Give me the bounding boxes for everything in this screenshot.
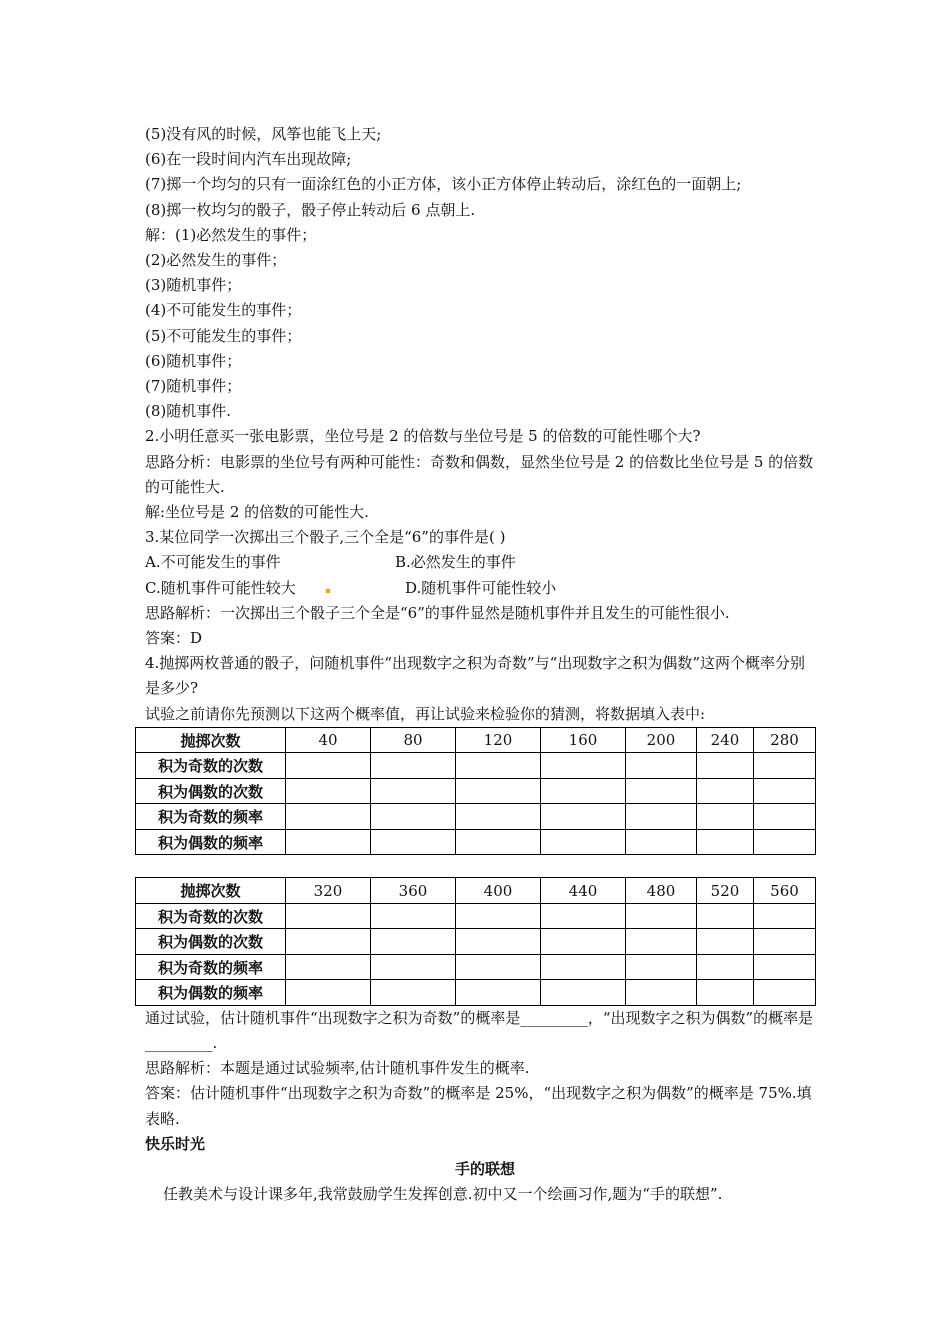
q3-option-c: C.随机事件可能性较大 bbox=[145, 578, 296, 597]
q3-options-row-2 bbox=[145, 576, 825, 601]
text-line: (8)掷一枚均匀的骰子，骰子停止转动后 6 点朝上. bbox=[145, 200, 476, 219]
q3-analysis: 思路解析：一次掷出三个骰子三个全是“6”的事件显然是随机事件并且发生的可能性很小. bbox=[145, 603, 730, 622]
text-line: (7)随机事件； bbox=[145, 377, 242, 396]
empty-cell[interactable] bbox=[754, 804, 816, 830]
empty-cell[interactable] bbox=[754, 929, 816, 955]
empty-cell[interactable] bbox=[456, 829, 541, 855]
q3-answer: 答案：D bbox=[145, 629, 203, 648]
text-line: (4)不可能发生的事件； bbox=[145, 301, 302, 320]
empty-cell[interactable] bbox=[626, 778, 697, 804]
empty-cell[interactable] bbox=[697, 829, 754, 855]
empty-cell[interactable] bbox=[754, 954, 816, 980]
empty-cell[interactable] bbox=[697, 980, 754, 1006]
header-cell: 抛掷次数 bbox=[136, 878, 286, 904]
empty-cell[interactable] bbox=[541, 829, 626, 855]
text-line: (6)随机事件； bbox=[145, 351, 242, 370]
empty-cell[interactable] bbox=[371, 829, 456, 855]
empty-cell[interactable] bbox=[754, 980, 816, 1006]
empty-cell[interactable] bbox=[626, 804, 697, 830]
empty-cell[interactable] bbox=[626, 954, 697, 980]
row-label: 积为偶数的次数 bbox=[136, 778, 286, 804]
table-row bbox=[136, 778, 816, 804]
row-label: 积为奇数的次数 bbox=[136, 903, 286, 929]
table-header-row bbox=[136, 878, 816, 904]
empty-cell[interactable] bbox=[286, 829, 371, 855]
empty-cell[interactable] bbox=[371, 753, 456, 779]
empty-cell[interactable] bbox=[371, 980, 456, 1006]
header-cell: 440 bbox=[541, 878, 626, 904]
story-title: 手的联想 bbox=[454, 1160, 515, 1179]
text-line: (5)没有风的时候，风筝也能飞上天; bbox=[145, 125, 382, 143]
empty-cell[interactable] bbox=[754, 829, 816, 855]
header-cell: 320 bbox=[286, 878, 371, 904]
empty-cell[interactable] bbox=[626, 753, 697, 779]
text-line: (8)随机事件. bbox=[145, 402, 232, 421]
text-line: (3)随机事件； bbox=[145, 276, 242, 295]
table-row bbox=[136, 954, 816, 980]
empty-cell[interactable] bbox=[456, 980, 541, 1006]
header-cell: 160 bbox=[541, 727, 626, 753]
q4-fill-in: 通过试验，估计随机事件“出现数字之积为奇数”的概率是_________，“出现数字之积为偶数”的概率是_________. bbox=[145, 1008, 814, 1053]
empty-cell[interactable] bbox=[286, 804, 371, 830]
empty-cell[interactable] bbox=[697, 903, 754, 929]
q3-option-a: A.不可能发生的事件 bbox=[145, 553, 281, 572]
header-cell: 280 bbox=[754, 727, 816, 753]
header-cell: 40 bbox=[286, 727, 371, 753]
empty-cell[interactable] bbox=[697, 954, 754, 980]
empty-cell[interactable] bbox=[371, 778, 456, 804]
empty-cell[interactable] bbox=[286, 954, 371, 980]
row-label: 积为偶数的次数 bbox=[136, 929, 286, 955]
empty-cell[interactable] bbox=[371, 804, 456, 830]
document-page bbox=[145, 122, 825, 1208]
header-cell: 520 bbox=[697, 878, 754, 904]
empty-cell[interactable] bbox=[371, 954, 456, 980]
empty-cell[interactable] bbox=[286, 980, 371, 1006]
table-row bbox=[136, 753, 816, 779]
table-header-row bbox=[136, 727, 816, 753]
q2-analysis: 思路分析：电影票的坐位号有两种可能性：奇数和偶数，显然坐位号是 2 的倍数比坐位号是 5 的倍数的可能性大. bbox=[145, 452, 814, 496]
empty-cell[interactable] bbox=[541, 778, 626, 804]
header-cell: 480 bbox=[626, 878, 697, 904]
data-table-2 bbox=[135, 877, 816, 1006]
empty-cell[interactable] bbox=[456, 778, 541, 804]
empty-cell[interactable] bbox=[286, 929, 371, 955]
header-cell: 120 bbox=[456, 727, 541, 753]
header-cell: 360 bbox=[371, 878, 456, 904]
empty-cell[interactable] bbox=[541, 954, 626, 980]
row-label: 积为奇数的次数 bbox=[136, 753, 286, 779]
text-line: 2.小明任意买一张电影票，坐位号是 2 的倍数与坐位号是 5 的倍数的可能性哪个大? bbox=[145, 427, 701, 446]
empty-cell[interactable] bbox=[541, 753, 626, 779]
empty-cell[interactable] bbox=[697, 804, 754, 830]
empty-cell[interactable] bbox=[456, 804, 541, 830]
q4-intro: 试验之前请你先预测以下这两个概率值，再让试验来检验你的猜测，将数据填入表中: bbox=[145, 704, 706, 723]
row-label: 积为偶数的频率 bbox=[136, 980, 286, 1006]
empty-cell[interactable] bbox=[286, 753, 371, 779]
table-row bbox=[136, 980, 816, 1006]
q4-answer: 答案：估计随机事件“出现数字之积为奇数”的概率是 25%，“出现数字之积为偶数”的概率是 75%.填表略. bbox=[145, 1084, 812, 1128]
highlight-mark bbox=[326, 589, 330, 593]
empty-cell[interactable] bbox=[626, 903, 697, 929]
empty-cell[interactable] bbox=[456, 929, 541, 955]
text-line: (5)不可能发生的事件； bbox=[145, 326, 302, 345]
q4-analysis: 思路解析：本题是通过试验频率,估计随机事件发生的概率. bbox=[145, 1059, 530, 1078]
text-line: 解：(1)必然发生的事件； bbox=[145, 225, 317, 244]
q4-stem: 4.抛掷两枚普通的骰子，问随机事件“出现数字之积为奇数”与“出现数字之积为偶数”这两个概率分别是多少? bbox=[145, 654, 805, 698]
table-gap bbox=[145, 855, 825, 877]
top-lines bbox=[145, 122, 825, 450]
table-row bbox=[136, 903, 816, 929]
q3-options-row-1 bbox=[145, 550, 825, 575]
empty-cell[interactable] bbox=[456, 954, 541, 980]
empty-cell[interactable] bbox=[626, 929, 697, 955]
header-cell: 80 bbox=[371, 727, 456, 753]
empty-cell[interactable] bbox=[697, 753, 754, 779]
header-cell: 560 bbox=[754, 878, 816, 904]
empty-cell[interactable] bbox=[541, 804, 626, 830]
q3-option-d: D.随机事件可能性较小 bbox=[405, 578, 557, 597]
table-row bbox=[136, 804, 816, 830]
header-cell: 400 bbox=[456, 878, 541, 904]
text-line: (7)掷一个均匀的只有一面涂红色的小正方体，该小正方体停止转动后，涂红色的一面朝上; bbox=[145, 175, 742, 194]
q3-option-b: B.必然发生的事件 bbox=[395, 553, 516, 572]
header-cell: 抛掷次数 bbox=[136, 727, 286, 753]
story-text: 任教美术与设计课多年,我常鼓励学生发挥创意.初中又一个绘画习作,题为“手的联想”. bbox=[163, 1185, 723, 1204]
row-label: 积为偶数的频率 bbox=[136, 829, 286, 855]
empty-cell[interactable] bbox=[697, 778, 754, 804]
empty-cell[interactable] bbox=[626, 980, 697, 1006]
row-label: 积为奇数的频率 bbox=[136, 804, 286, 830]
table-row bbox=[136, 829, 816, 855]
empty-cell[interactable] bbox=[456, 753, 541, 779]
empty-cell[interactable] bbox=[754, 778, 816, 804]
empty-cell[interactable] bbox=[697, 929, 754, 955]
empty-cell[interactable] bbox=[456, 903, 541, 929]
empty-cell[interactable] bbox=[286, 778, 371, 804]
empty-cell[interactable] bbox=[754, 753, 816, 779]
header-cell: 240 bbox=[697, 727, 754, 753]
empty-cell[interactable] bbox=[626, 829, 697, 855]
empty-cell[interactable] bbox=[541, 980, 626, 1006]
empty-cell[interactable] bbox=[541, 929, 626, 955]
header-cell: 200 bbox=[626, 727, 697, 753]
empty-cell[interactable] bbox=[541, 903, 626, 929]
q3-stem: 3.某位同学一次掷出三个骰子,三个全是“6”的事件是( ) bbox=[145, 528, 506, 547]
row-label: 积为奇数的频率 bbox=[136, 954, 286, 980]
data-table-1 bbox=[135, 727, 816, 856]
section-title: 快乐时光 bbox=[145, 1134, 206, 1153]
text-line: (2)必然发生的事件； bbox=[145, 251, 287, 270]
empty-cell[interactable] bbox=[754, 903, 816, 929]
table-row bbox=[136, 929, 816, 955]
q2-answer: 解:坐位号是 2 的倍数的可能性大. bbox=[145, 503, 369, 522]
empty-cell[interactable] bbox=[371, 929, 456, 955]
empty-cell[interactable] bbox=[371, 903, 456, 929]
text-line: (6)在一段时间内汽车出现故障; bbox=[145, 150, 352, 169]
empty-cell[interactable] bbox=[286, 903, 371, 929]
